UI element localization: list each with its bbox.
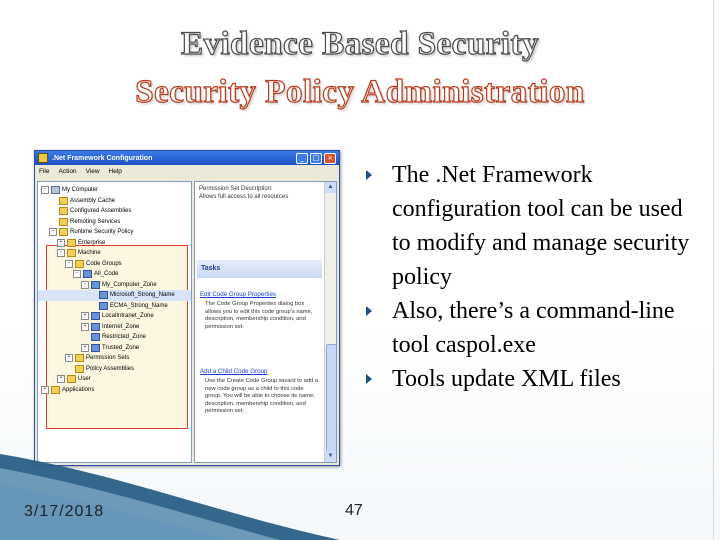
tree-item [38,364,191,375]
edit-code-group-link: Edit Code Group Properties [200,291,277,298]
folder-icon [91,333,100,341]
slide-date: 3/17/2018 [24,503,105,520]
bullet-list [366,158,706,396]
tree-item-label: User [78,376,91,383]
tasks-header: Tasks [197,260,322,278]
tree-item [38,227,191,238]
folder-icon [91,281,100,289]
folder-icon [91,344,100,352]
bullet-arrow-icon [366,374,372,384]
folder-icon [67,375,76,383]
detail-header [199,185,322,201]
tree-expander-icon: − [73,270,81,278]
bullet-item [366,158,706,294]
permission-set-title: Permission Set Description: [199,186,273,192]
tree-item [38,217,191,228]
tree-expander-icon: − [81,281,89,289]
tree-expander-icon: − [57,249,65,257]
tree-item [38,280,191,291]
tree-item-label: Permission Sets [86,355,130,362]
tree-expander-icon: + [81,312,89,320]
tree-rows [38,182,191,395]
config-tool-screenshot [34,150,340,466]
bullet-item [366,362,706,396]
permission-set-desc: Allows full access to all resources [199,194,289,200]
tree-item-label: Code Groups [86,260,122,267]
folder-icon [67,239,76,247]
folder-icon [91,323,100,331]
tree-item-label: Microsoft_Strong_Name [110,292,175,299]
detail-scrollbar [324,182,336,462]
tree-item-label: Assembly Cache [70,197,116,204]
bullet-text: Also, there’s a command-line tool caspol.exe [392,298,675,358]
tree-item-label: Configured Assemblies [70,208,132,215]
tree-expander-icon: + [57,375,65,383]
bullet-item [366,294,706,362]
tree-item [38,269,191,280]
tree-item [38,206,191,217]
menu-view: View [85,167,100,175]
tree-item [38,385,191,396]
folder-icon [59,218,68,226]
folder-icon [91,312,100,320]
window-title: .Net Framework Configuration [52,154,153,162]
tree-item-label: ECMA_Strong_Name [110,302,168,309]
folder-icon [51,186,60,194]
folder-icon [59,197,68,205]
menu-bar [35,165,339,177]
tree-view [37,181,192,463]
bullet-arrow-icon [366,306,372,316]
folder-icon [51,386,60,394]
folder-icon [99,291,108,299]
tree-item-label: Remoting Services [70,218,121,225]
folder-icon [67,249,76,257]
tree-item-label: Trusted_Zone [102,344,140,351]
tree-item-label: My Computer [62,187,99,194]
menu-file: File [39,167,50,175]
close-icon: × [324,153,336,164]
tree-item [38,322,191,333]
window-titlebar [35,151,339,165]
tree-item [38,185,191,196]
tree-item-label: Machine [78,250,101,257]
bullet-text: Tools update XML files [392,366,621,392]
slide-page-number: 47 [345,502,363,519]
detail-pane [194,181,337,463]
tree-item-label: Runtime Security Policy [70,229,134,236]
tree-item-label: Internet_Zone [102,323,140,330]
tree-item [38,311,191,322]
folder-icon [83,270,92,278]
maximize-icon: □ [310,153,322,164]
edit-code-group-desc: The Code Group Properties dialog box allows you to edit this code group's name, description, membership condition, and permission set. [205,301,313,330]
menu-action: Action [58,167,77,175]
tree-expander-icon: + [41,386,49,394]
folder-icon [59,228,68,236]
tree-item [38,290,191,301]
folder-icon [75,365,84,373]
bullet-arrow-icon [366,170,372,180]
add-child-code-group-desc: Use the Create Code Group wizard to add a new code group as a child to this code group. You will be able to choose its name, description, membership condition, and permission set. [205,378,319,414]
tree-expander-icon: + [65,354,73,362]
tree-expander-icon: − [65,260,73,268]
tree-item [38,259,191,270]
tree-item [38,353,191,364]
footer-wave [0,454,720,540]
tree-expander-icon: + [57,239,65,247]
tree-item [38,332,191,343]
folder-icon [75,354,84,362]
scroll-thumb [326,344,337,463]
tree-item-label: Applications [62,386,95,393]
tree-item-label: Policy Assemblies [86,365,135,372]
tree-item-label: LocalIntranet_Zone [102,313,154,320]
slide-title: Evidence Based Security [181,26,539,62]
bullet-text: The .Net Framework configuration tool can be used to modify and manage security policy [392,162,690,290]
tree-item [38,248,191,259]
tree-expander-icon: + [81,323,89,331]
tree-item [38,343,191,354]
scroll-down-icon: ▼ [325,451,336,462]
tree-expander-icon: − [41,186,49,194]
tree-item-label: All_Code [94,271,119,278]
add-child-code-group-link: Add a Child Code Group [200,368,268,375]
tree-item-label: My_Computer_Zone [102,281,157,288]
menu-help: Help [108,167,122,175]
tree-item [38,301,191,312]
folder-icon [75,260,84,268]
tree-item [38,238,191,249]
minimize-icon: _ [296,153,308,164]
folder-icon [99,302,108,310]
tree-item [38,374,191,385]
app-icon [38,153,48,163]
folder-icon [59,207,68,215]
tree-expander-icon: + [81,344,89,352]
slide-subtitle: Security Policy Administration [135,74,585,110]
window-panes [37,181,337,463]
scroll-up-icon: ▲ [325,182,336,193]
tree-item [38,196,191,207]
tree-item-label: Enterprise [78,239,106,246]
tree-expander-icon: − [49,228,57,236]
tree-item-label: Restricted_Zone [102,334,147,341]
